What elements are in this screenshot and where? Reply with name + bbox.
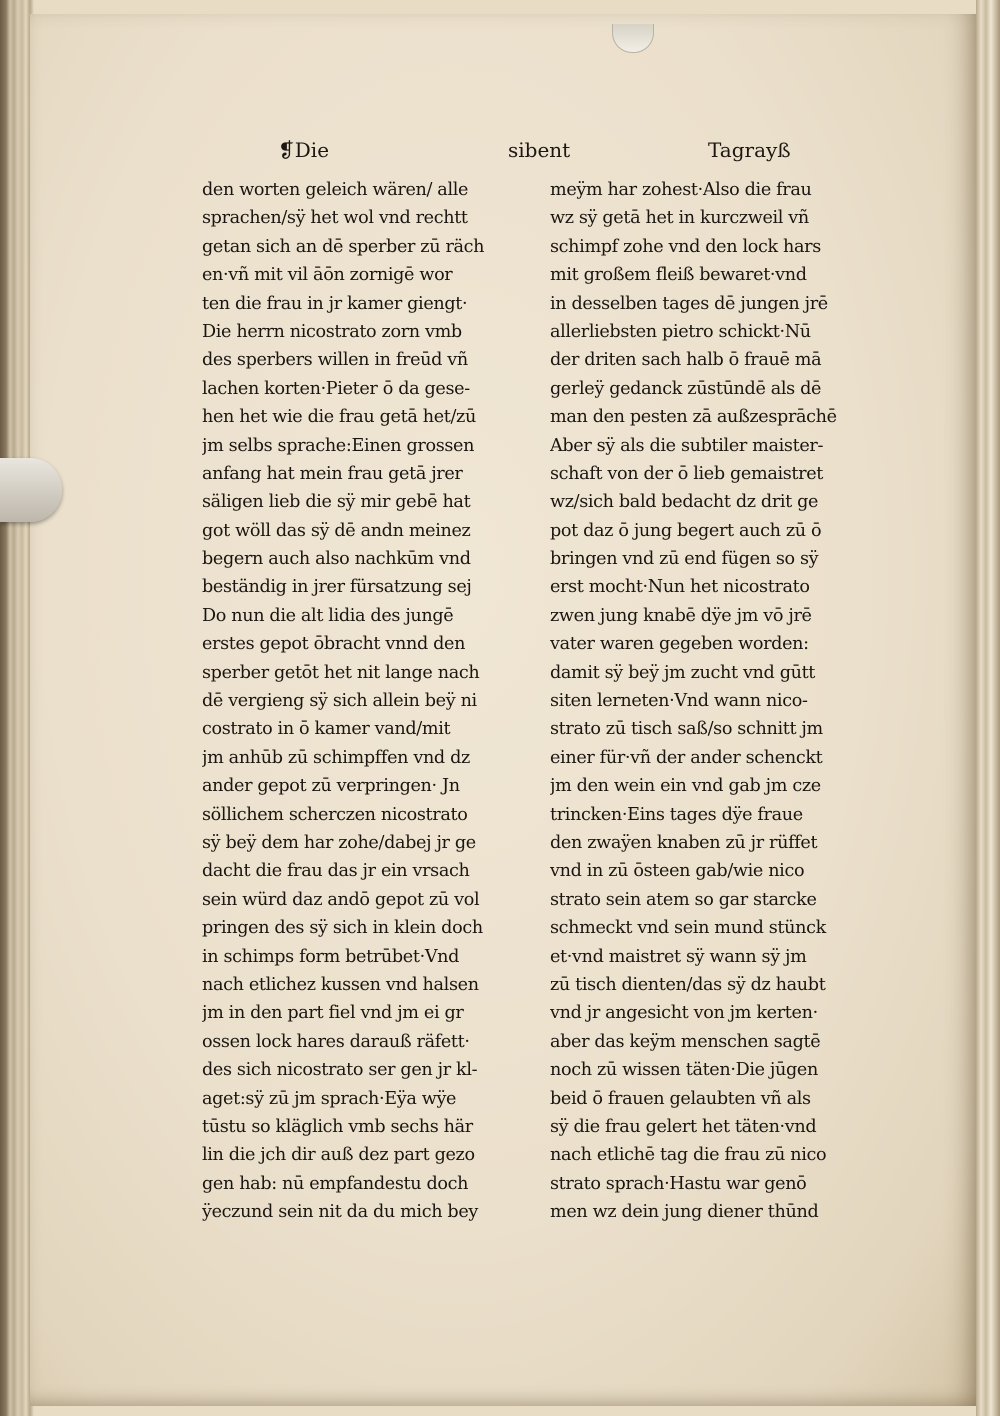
right-text-column	[550, 176, 890, 1226]
text-line: aget:sÿ zū jm sprach·Eÿa wÿe	[202, 1088, 457, 1109]
text-line: jm in den part fiel vnd jm ei gr	[202, 1003, 464, 1024]
text-line: den zwaÿen knaben zū jr rüffet	[550, 832, 818, 853]
text-line: getan sich an dē sperber zū räch	[202, 236, 485, 257]
text-line: in schimps form betrūbet·Vnd	[202, 946, 460, 967]
text-line: ten die frau in jr kamer giengt·	[202, 293, 468, 314]
text-line: ÿeczund sein nit da du mich bey	[202, 1202, 478, 1223]
text-line: dacht die frau das jr ein vrsach	[202, 861, 470, 882]
text-line: des sich nicostrato ser gen jr kl-	[202, 1060, 478, 1081]
text-line: et·vnd maistret sÿ wann sÿ jm	[550, 946, 807, 967]
text-line: anfang hat mein frau getā jrer	[202, 463, 463, 484]
text-line: sprachen/sÿ het wol vnd rechtt	[202, 208, 468, 229]
text-line: got wöll das sÿ dē andn meinez	[202, 520, 471, 541]
text-line: schaft von der ō lieb gemaistret	[550, 463, 823, 484]
text-line: beid ō frauen gelaubten vñ als	[550, 1088, 811, 1109]
text-line: dē vergieng sÿ sich allein beÿ ni	[202, 691, 477, 712]
text-line: strato sein atem so gar starcke	[550, 889, 817, 910]
text-line: jm selbs sprache:Einen grossen	[202, 435, 475, 456]
text-line: Aber sÿ als die subtiler maister-	[550, 435, 824, 456]
page-edges	[976, 0, 1000, 1416]
text-line: gerleÿ gedanck zūstūndē als dē	[550, 378, 822, 399]
text-line: in desselben tages dē jungen jrē	[550, 293, 828, 314]
text-line: strato sprach·Hastu war genō	[550, 1173, 807, 1194]
text-line: sperber getōt het nit lange nach	[202, 662, 480, 683]
text-line: pot daz ō jung begert auch zū ō	[550, 520, 822, 541]
text-line: des sperbers willen in freūd vñ	[202, 350, 468, 371]
text-line: schimpf zohe vnd den lock hars	[550, 236, 821, 257]
text-line: lin die jch dir auß dez part gezo	[202, 1145, 475, 1166]
text-line: nach etlichez kussen vnd halsen	[202, 974, 479, 995]
text-line: costrato in ō kamer vand/mit	[202, 719, 451, 740]
text-line: gen hab: nū empfandestu doch	[202, 1173, 469, 1194]
text-line: zwen jung knabē dÿe jm vō jrē	[550, 605, 812, 626]
text-line: lachen korten·Pieter ō da gese-	[202, 378, 470, 399]
text-line: pringen des sÿ sich in klein doch	[202, 918, 483, 939]
text-line: vnd jr angesicht von jm kerten·	[550, 1003, 818, 1024]
text-line: beständig in jrer fürsatzung sej	[202, 577, 472, 598]
text-line: söllichem scherczen nicostrato	[202, 804, 468, 825]
header-right: Tagrayß	[708, 138, 791, 162]
text-line: tūstu so kläglich vmb sechs här	[202, 1116, 473, 1137]
text-line: vnd in zū ōsteen gab/wie nico	[550, 861, 805, 882]
text-line: man den pesten zā außzesprāchē	[550, 407, 837, 428]
text-line: einer für·vñ der ander schenckt	[550, 747, 823, 768]
text-line: en·vñ mit vil āōn zornigē wor	[202, 265, 453, 286]
text-line: meÿm har zohest·Also die frau	[550, 180, 812, 200]
text-line: ossen lock hares darauß räfett·	[202, 1031, 470, 1052]
text-line: jm anhūb zū schimpffen vnd dz	[202, 747, 470, 768]
text-line: damit sÿ beÿ jm zucht vnd gūtt	[550, 662, 816, 683]
text-line: siten lerneten·Vnd wann nico-	[550, 691, 808, 712]
text-line: Do nun die alt lidia des jungē	[202, 605, 454, 626]
text-line: wz sÿ getā het in kurczweil vñ	[550, 208, 809, 229]
text-line: jm den wein ein vnd gab jm cze	[550, 776, 821, 797]
text-line: allerliebsten pietro schickt·Nū	[550, 321, 811, 342]
text-line: wz/sich bald bedacht dz drit ge	[550, 492, 819, 513]
text-line: strato zū tisch saß/so schnitt jm	[550, 719, 823, 740]
text-line: men wz dein jung diener thūnd	[550, 1202, 819, 1223]
page	[30, 14, 976, 1406]
text-line: der driten sach halb ō frauē mā	[550, 350, 822, 371]
text-line: ander gepot zū verpringen· Jn	[202, 776, 460, 797]
text-line: bringen vnd zū end fügen so sÿ	[550, 549, 819, 570]
text-line: noch zū wissen täten·Die jūgen	[550, 1060, 818, 1081]
text-line: den worten geleich wären/ alle	[202, 180, 469, 200]
text-line: aber das keÿm menschen sagtē	[550, 1031, 821, 1052]
left-text-column	[202, 176, 542, 1226]
text-line: nach etlichē tag die frau zū nico	[550, 1145, 827, 1166]
text-line: begern auch also nachkūm vnd	[202, 549, 471, 570]
header-left: ❡Die	[278, 138, 330, 162]
text-line: sÿ beÿ dem har zohe/dabej jr ge	[202, 832, 476, 853]
text-line: Die herrn nicostrato zorn vmb	[202, 321, 462, 342]
text-line: hen het wie die frau getā het/zū	[202, 407, 476, 428]
text-line: zū tisch dienten/das sÿ dz haubt	[550, 974, 826, 995]
text-line: mit großem fleiß bewaret·vnd	[550, 265, 807, 286]
text-line: schmeckt vnd sein mund stünck	[550, 918, 826, 939]
text-line: trincken·Eins tages dÿe fraue	[550, 804, 803, 825]
text-line: säligen lieb die sÿ mir gebē hat	[202, 492, 471, 513]
header-center: sibent	[508, 138, 571, 162]
text-line: erstes gepot ōbracht vnnd den	[202, 634, 466, 655]
text-line: vater waren gegeben worden:	[550, 634, 809, 655]
book-clip	[0, 458, 62, 522]
running-header	[30, 138, 976, 172]
text-line: sÿ die frau gelert het täten·vnd	[550, 1116, 817, 1137]
text-line: erst mocht·Nun het nicostrato	[550, 577, 810, 598]
text-line: sein würd daz andō gepot zū vol	[202, 889, 480, 910]
